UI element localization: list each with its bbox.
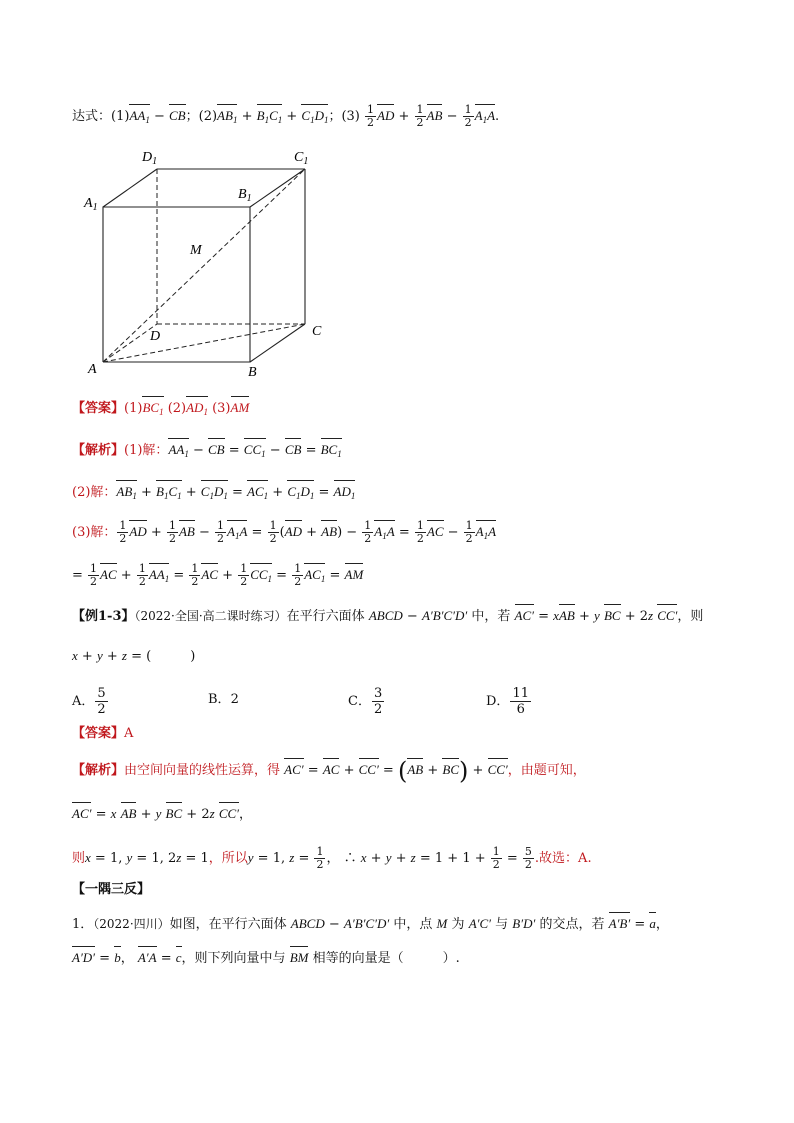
analysis2-l3a: 则 xyxy=(72,851,86,866)
vec-CB: CB xyxy=(169,106,186,126)
vec-AB1: $AB_1$ xyxy=(217,106,237,130)
intro-p1: (1) xyxy=(111,109,130,124)
problem-text1e: 的交点，若 xyxy=(539,917,605,932)
example-line-2: x + y + z = ( ) xyxy=(72,648,196,664)
edge-BC xyxy=(250,324,305,362)
problem-text1b: 中，点 xyxy=(393,917,433,932)
label-B1: $B_1$ xyxy=(238,187,252,204)
cube-figure xyxy=(80,145,340,380)
intro-end: . xyxy=(495,109,500,124)
option-d-den: 6 xyxy=(516,702,525,717)
frac-half: $\frac{1}{2}$ xyxy=(416,103,424,129)
option-c-label: C． xyxy=(348,694,371,709)
example-source: （2022·全国·高二课时练习） xyxy=(134,609,287,623)
option-c-den: 2 xyxy=(373,702,383,717)
intro-p3: ；(3) xyxy=(328,109,360,124)
label-B: B xyxy=(248,365,257,380)
option-d-label: D． xyxy=(486,694,510,709)
analysis2-line-1: 【解析】由空间向量的线性运算，得 AC′ = AC + CC′ = (AB + BC) + CC′，由题可知， xyxy=(72,757,586,785)
analysis2-l3b: ，所以 xyxy=(208,851,248,866)
vec-B1C1: $B_1C_1$ xyxy=(257,106,283,130)
problem-line-2: A′D′ = b， A′A = c，则下列向量中与 BM 相等的向量是（ ）. xyxy=(72,950,460,966)
label-C: C xyxy=(312,324,322,339)
label-C1: $C_1$ xyxy=(294,150,309,167)
analysis-l3-prefix: (3)解： xyxy=(72,525,117,540)
vec-AB: AB xyxy=(427,106,443,126)
problem-line-1: 1．（2022·四川）如图，在平行六面体 ABCD − A′B′C′D′ 中，点 M 为 A′C′ 与 B′D′ 的交点，若 A′B′ = a， xyxy=(72,916,669,932)
analysis-l1-prefix: (1)解： xyxy=(124,443,169,458)
frac-half: $\frac{1}{2}$ xyxy=(367,103,375,129)
option-d[interactable] xyxy=(486,686,532,717)
label-M: M xyxy=(190,243,202,258)
analysis-line-4: = $\frac{1}{2}$ AC + $\frac{1}{2}$ $AA_1$ = $\frac{1}{2}$ AC + $\frac{1}{2}$ $CC_1$ = $\frac{1}{2}$ $AC_1$ = AM xyxy=(72,562,364,588)
intro-prefix: 达式： xyxy=(72,109,112,124)
analysis2-l3c: ， xyxy=(326,851,340,866)
analysis2-l1a: 由空间向量的线性运算，得 xyxy=(124,763,281,778)
analysis-line-1: 【解析】(1)解：$AA_1$ − CB = $CC_1$ − CB = $BC_1$ xyxy=(72,440,342,464)
frac-half: $\frac{1}{2}$ xyxy=(464,103,472,129)
option-a-den: 2 xyxy=(97,702,106,717)
edge-A1D1 xyxy=(103,169,157,207)
vec-AD: AD xyxy=(377,106,394,126)
problem-text1c: 为 xyxy=(451,917,465,932)
problem-text1a: 如图，在平行六面体 xyxy=(169,917,287,932)
option-a-label: A． xyxy=(72,694,95,709)
option-b[interactable] xyxy=(208,690,239,710)
option-a-num: 5 xyxy=(97,686,106,701)
problem-text2c: 相等的向量是（ ）. xyxy=(312,951,460,966)
problem-num: 1． xyxy=(72,917,94,932)
answer-tag: 【答案】 xyxy=(72,401,125,416)
edge-AD-hidden xyxy=(103,324,157,362)
vec-AA1: $AA_1$ xyxy=(129,106,149,130)
analysis-line-2: (2)解：$AB_1 + B_1C_1 + C_1D_1 = AC_1 + C_1D_1 = AD_1$ xyxy=(72,482,355,506)
option-c[interactable] xyxy=(348,686,385,717)
answer2-tag: 【答案】 xyxy=(72,726,125,741)
option-a[interactable] xyxy=(72,686,109,717)
problem-text1d: 与 xyxy=(495,917,509,932)
vec-C1D1: $C_1D_1$ xyxy=(301,106,328,130)
answer2-line xyxy=(72,724,133,744)
answer-content: $(1)BC_1$ $(2)AD_1$ (3)AM xyxy=(124,401,249,416)
diagonal-AC xyxy=(103,324,305,362)
analysis2-line-3: 则x = 1, y = 1, 2z = 1，所以y = 1, z = $\frac{1}{2}$ ， ∴ x + y + z = 1 + 1 + $\frac{1}{2}$ = $\frac{5}{2}$ .故选：A. xyxy=(72,845,592,871)
label-D1: $D_1$ xyxy=(142,150,158,167)
label-A: A xyxy=(88,362,97,377)
option-d-num: 11 xyxy=(512,686,529,701)
intro-p2: ；(2) xyxy=(185,109,218,124)
problem-text2a: ， xyxy=(120,951,134,966)
vec-A1A: $A_1A$ xyxy=(475,106,495,130)
edge-B1C1 xyxy=(250,169,305,207)
label-A1: $A_1$ xyxy=(84,196,98,213)
analysis-line-3: (3)解： $\frac{1}{2}$ AD + $\frac{1}{2}$ AB − $\frac{1}{2}$ $A_1A$ = $\frac{1}{2}$ (AD + AB) − $\frac{1}{2}$ $A_1A$ = $\frac{1}{2}$ AC − $\frac{1}{2}$ $A_1A$ xyxy=(72,519,497,545)
front-face xyxy=(103,207,250,362)
diagonal-AC1 xyxy=(103,169,305,362)
example-tag: 【例1-3】 xyxy=(72,609,135,624)
intro-line: 达式：$(1)AA_1$ − CB；$(2)AB_1 + B_1C_1 + C_1D_1$；(3) $\frac{1}{2}$ AD + $\frac{1}{2}$ AB − $\frac{1}{2}$ $A_1A$. xyxy=(72,103,500,129)
problem-source: （2022·四川） xyxy=(93,917,170,931)
label-D: D xyxy=(150,329,161,344)
problem-text2b: ，则下列向量中与 xyxy=(181,951,286,966)
analysis2-l1b: ，由题可知， xyxy=(507,763,586,778)
analysis2-l3d: .故选：A. xyxy=(534,851,592,866)
answer2-value: A xyxy=(124,726,134,741)
option-b-label: B． xyxy=(208,692,231,707)
section-title: 【一隅三反】 xyxy=(72,882,151,897)
analysis-tag: 【解析】 xyxy=(72,443,125,458)
option-c-num: 3 xyxy=(373,686,383,701)
example-line-1: 【例1-3】（2022·全国·高二课时练习）在平行六面体 ABCD − A′B′C′D′ 中，若 AC′ = xAB + y BC + 2z CC′，则 xyxy=(72,608,704,624)
analysis-l2-prefix: (2)解： xyxy=(72,485,117,500)
analysis2-tag: 【解析】 xyxy=(72,763,125,778)
answer-line xyxy=(72,398,249,422)
option-b-value: 2 xyxy=(230,692,239,707)
analysis2-line-2: AC′ = x AB + y BC + 2z CC′， xyxy=(72,806,253,822)
